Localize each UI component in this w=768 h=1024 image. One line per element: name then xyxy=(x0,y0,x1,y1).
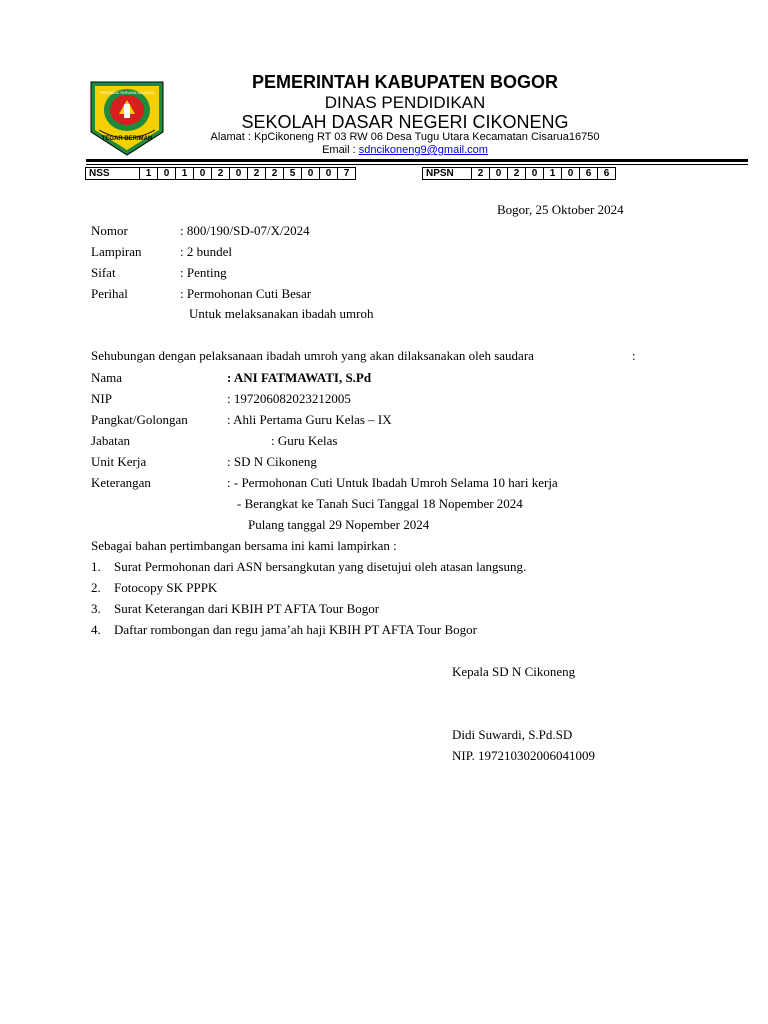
employee-field-value: : ANI FATMAWATI, S.Pd xyxy=(227,370,372,385)
signatory-title: Kepala SD N Cikoneng xyxy=(452,664,576,679)
nss-label: NSS xyxy=(86,168,140,180)
attachment-item: Daftar rombongan dan regu jama’ah haji KBIH PT AFTA Tour Bogor xyxy=(114,622,477,637)
keterangan-line-2: - Berangkat ke Tanah Suci Tanggal 18 Nopember 2024 xyxy=(237,496,523,511)
npsn-digit: 6 xyxy=(580,168,598,180)
email-label: Email : xyxy=(322,144,359,156)
employee-field-label: Jabatan xyxy=(91,433,130,448)
meta-value: : Permohonan Cuti Besar xyxy=(180,286,312,301)
meta-label: Perihal xyxy=(91,286,128,301)
bogor-regency-emblem xyxy=(89,80,165,156)
employee-field-label: Nama xyxy=(91,370,123,385)
employee-field-value: : Guru Kelas xyxy=(271,433,338,448)
employee-field-value: : SD N Cikoneng xyxy=(227,454,317,469)
nss-digit: 1 xyxy=(140,168,158,180)
letterhead-divider xyxy=(86,159,748,162)
attachment-item: Fotocopy SK PPPK xyxy=(114,580,218,595)
nss-digit: 2 xyxy=(266,168,284,180)
employee-field-value: : Ahli Pertama Guru Kelas – IX xyxy=(227,412,392,427)
school-address: Alamat : KpCikoneng RT 03 RW 06 Desa Tugu Utara Kecamatan Cisarua16750 xyxy=(210,131,600,143)
npsn-digit: 2 xyxy=(472,168,490,180)
nss-digit: 5 xyxy=(284,168,302,180)
email-link[interactable]: sdncikoneng9@gmail.com xyxy=(358,144,488,156)
intro-sentence: Sehubungan dengan pelaksanaan ibadah umroh yang akan dilaksanakan oleh saudara xyxy=(91,348,534,363)
employee-field-label: Unit Kerja xyxy=(91,454,147,469)
npsn-digit: 0 xyxy=(526,168,544,180)
nss-digit: 1 xyxy=(176,168,194,180)
keterangan-line-3: Pulang tanggal 29 Nopember 2024 xyxy=(248,517,430,532)
employee-field-label: Pangkat/Golongan xyxy=(91,412,188,427)
nss-digit: 0 xyxy=(320,168,338,180)
npsn-digit: 0 xyxy=(562,168,580,180)
nss-table xyxy=(85,167,356,180)
attachment-item: Surat Keterangan dari KBIH PT AFTA Tour Bogor xyxy=(114,601,380,616)
government-title: PEMERINTAH KABUPATEN BOGOR xyxy=(252,72,558,92)
intro-colon: : xyxy=(632,348,636,363)
meta-value: : 800/190/SD-07/X/2024 xyxy=(180,223,310,238)
employee-field-value: : - Permohonan Cuti Untuk Ibadah Umroh Selama 10 hari kerja xyxy=(227,475,558,490)
nss-digit: 2 xyxy=(248,168,266,180)
attachments-intro: Sebagai bahan pertimbangan bersama ini kami lampirkan : xyxy=(91,538,397,553)
letter-date: Bogor, 25 Oktober 2024 xyxy=(497,202,624,217)
letterhead-divider-thin xyxy=(86,164,748,165)
nss-digit: 0 xyxy=(158,168,176,180)
svg-text:PERSADA TARUMA NAGARA: PERSADA TARUMA NAGARA xyxy=(99,90,155,95)
signatory-name: Didi Suwardi, S.Pd.SD xyxy=(452,727,573,742)
npsn-label: NPSN xyxy=(423,168,472,180)
nss-digit: 0 xyxy=(194,168,212,180)
signatory-nip: NIP. 197210302006041009 xyxy=(452,748,596,763)
attachment-item: Surat Permohonan dari ASN bersangkutan yang disetujui oleh atasan langsung. xyxy=(114,559,527,574)
nss-digit: 0 xyxy=(230,168,248,180)
npsn-digit: 0 xyxy=(490,168,508,180)
department-title: DINAS PENDIDIKAN xyxy=(324,93,486,112)
npsn-digit: 1 xyxy=(544,168,562,180)
employee-field-label: NIP xyxy=(91,391,112,406)
meta-value: : Penting xyxy=(180,265,227,280)
attachment-number: 1. xyxy=(91,559,101,574)
meta-label: Lampiran xyxy=(91,244,142,259)
nss-digit: 7 xyxy=(338,168,356,180)
attachment-number: 2. xyxy=(91,580,101,595)
meta-value: : 2 bundel xyxy=(180,244,232,259)
school-title: SEKOLAH DASAR NEGERI CIKONENG xyxy=(241,112,569,132)
npsn-digit: 6 xyxy=(598,168,616,180)
meta-label: Nomor xyxy=(91,223,128,238)
npsn-digit: 2 xyxy=(508,168,526,180)
npsn-table xyxy=(422,167,616,180)
nss-digit: 2 xyxy=(212,168,230,180)
school-email-line xyxy=(160,144,650,156)
attachment-number: 3. xyxy=(91,601,101,616)
meta-label: Sifat xyxy=(91,265,116,280)
nss-digit: 0 xyxy=(302,168,320,180)
employee-field-value: : 197206082023212005 xyxy=(227,391,351,406)
employee-field-label: Keterangan xyxy=(91,475,151,490)
svg-text:TEGAR BERIMAN: TEGAR BERIMAN xyxy=(101,136,153,142)
perihal-continuation: Untuk melaksanakan ibadah umroh xyxy=(189,306,374,321)
attachment-number: 4. xyxy=(91,622,101,637)
